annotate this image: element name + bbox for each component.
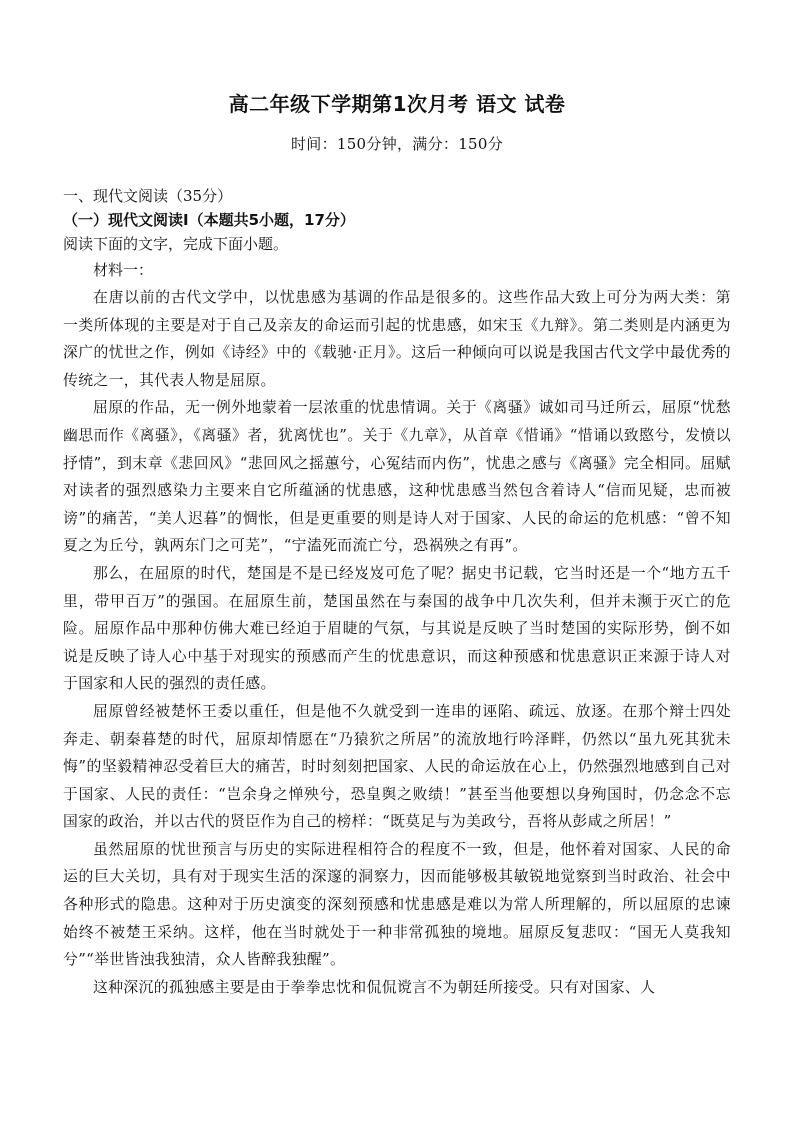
paragraph-2: 屈原的作品，无一例外地蒙着一层浓重的忧患情调。关于《离骚》诚如司马迁所云，屈原“忧愁幽思而作《离骚》，《离骚》者，犹离忧也”。关于《九章》，从首章《惜诵》“惜诵以致愍兮，发愤以抒情”，到末章《悲回风》“悲回风之摇蕙兮，心冤结而内伤”，忧患之感与《离骚》完全相同。屈赋对读者的强烈感染力主要来自它所蕴涵的忧患感，这种忧患感当然包含着诗人“信而见疑，忠而被谤”的痛苦，“美人迟暮”的惆怅，但是更重要的则是诗人对于国家、人民的命运的危机感：“曾不知夏之为丘兮，孰两东门之可芜”，“宁溘死而流亡兮，恐祸殃之有再”。: [63, 399, 731, 555]
exam-title: 高二年级下学期第1次月考 语文 试卷: [228, 92, 566, 116]
paragraph-6: 这种深沉的孤独感主要是由于拳拳忠忱和侃侃谠言不为朝廷所接受。只有对国家、人: [93, 978, 656, 996]
material-label: 材料一：: [93, 261, 154, 279]
reading-instruction: 阅读下面的文字，完成下面小题。: [63, 235, 289, 253]
exam-content: [63, 184, 731, 1001]
paragraph-3: 那么，在屈原的时代，楚国是不是已经岌岌可危了呢？据史书记载，它当时还是一个“地方五千里，带甲百万”的强国。在屈原生前，楚国虽然在与秦国的战争中几次失利，但并未濒于灭亡的危险。屈原作品中那种仿佛大难已经迫于眉睫的气氛，与其说是反映了当时楚国的实际形势，倒不如说是反映了诗人心中基于对现实的预感而产生的忧患意识，而这种预感和忧患意识正来源于诗人对于国家和人民的强烈的责任感。: [63, 564, 731, 693]
part-heading: （一）现代文阅读Ⅰ（本题共5小题，17分）: [63, 211, 355, 229]
section-heading: 一、现代文阅读（35分）: [63, 187, 233, 205]
exam-time-and-score: 时间：150分钟，满分：150分: [290, 135, 504, 153]
paragraph-1: 在唐以前的古代文学中，以忧患感为基调的作品是很多的。这些作品大致上可分为两大类：第一类所体现的主要是对于自己及亲友的命运而引起的忧患感，如宋玉《九辩》。第二类则是内涵更为深广的忧世之作，例如《诗经》中的《载驰·正月》。这后一种倾向可以说是我国古代文学中最优秀的传统之一，其代表人物是屈原。: [63, 289, 731, 389]
paragraph-5: 虽然屈原的忧世预言与历史的实际进程相符合的程度不一致，但是，他怀着对国家、人民的命运的巨大关切，具有对于现实生活的深邃的洞察力，因而能够极其敏锐地觉察到当时政治、社会中各种形式的隐患。这种对于历史演变的深刻预感和忧患感是难以为常人所理解的，所以屈原的忠谏始终不被楚王采纳。这样，他在当时就处于一种非常孤独的境地。屈原反复悲叹：“国无人莫我知兮”“举世皆浊我独清，众人皆醉我独醒”。: [63, 840, 731, 969]
paragraph-4: 屈原曾经被楚怀王委以重任，但是他不久就受到一连串的诬陷、疏远、放逐。在那个辩士四处奔走、朝秦暮楚的时代，屈原却情愿在“乃猿狖之所居”的流放地行吟泽畔，仍然以“虽九死其犹未悔”的坚毅精神忍受着巨大的痛苦，时时刻刻把国家、人民的命运放在心上，仍然强烈地感到自己对于国家、人民的责任：“岂余身之惮殃兮，恐皇舆之败绩！”甚至当他要想以身殉国时，仍念念不忘国家的政治，并以古代的贤臣作为自己的榜样：“既莫足与为美政兮，吾将从彭咸之所居！”: [63, 702, 731, 831]
